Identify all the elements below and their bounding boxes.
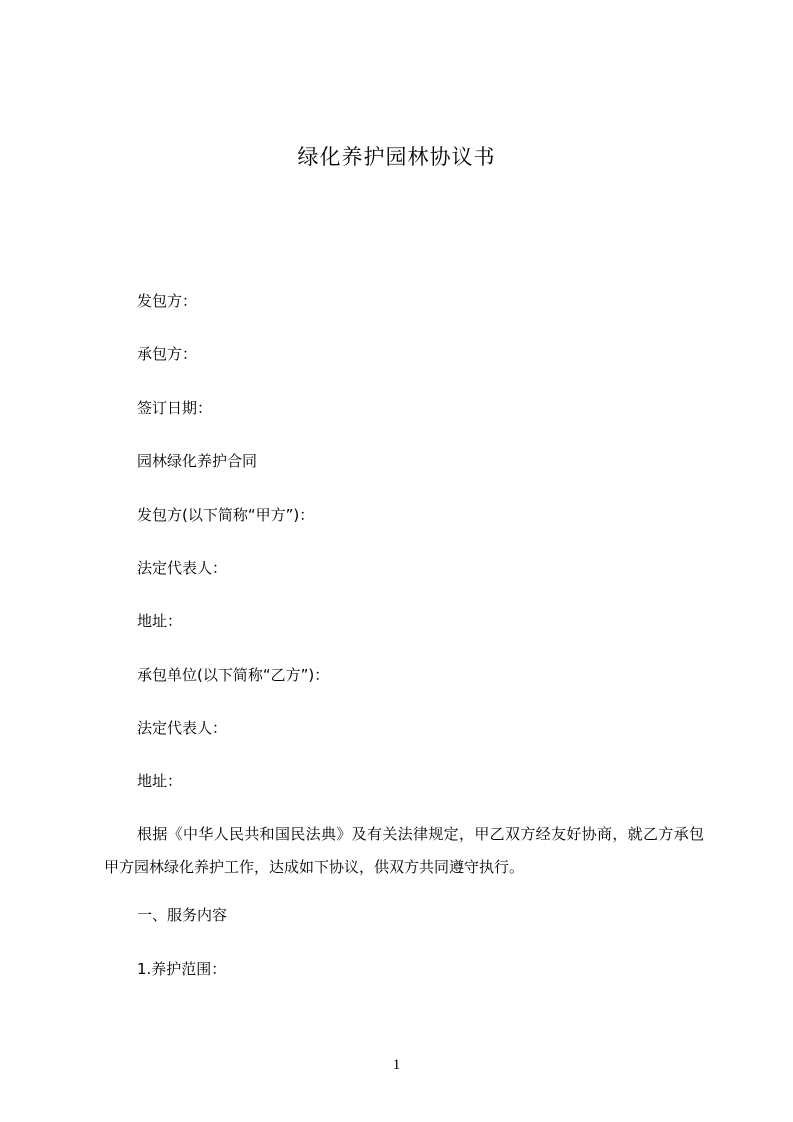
field-sign-date: 签订日期： [137, 399, 213, 417]
field-contractor: 承包方： [137, 345, 198, 363]
field-party-a: 发包方(以下简称“甲方”)： [137, 506, 315, 524]
field-party-a-address: 地址： [137, 612, 183, 630]
field-employer: 发包方： [137, 292, 198, 310]
field-party-b-address: 地址： [137, 772, 183, 790]
contract-name: 园林绿化养护合同 [137, 452, 258, 470]
page-number: 1 [392, 1057, 401, 1073]
field-party-b-representative: 法定代表人： [137, 719, 228, 737]
section-heading: 一、服务内容 [137, 906, 228, 924]
document-title: 绿化养护园林协议书 [297, 145, 496, 169]
field-party-a-representative: 法定代表人： [137, 559, 228, 577]
intro-paragraph: 根据《中华人民共和国民法典》及有关法律规定，甲乙双方经友好协商，就乙方承包甲方园林绿化养护工作，达成如下协议，供双方共同遵守执行。 [104, 825, 704, 876]
field-party-b: 承包单位(以下简称“乙方”)： [137, 666, 330, 684]
subsection-heading: 1.养护范围： [137, 960, 227, 978]
